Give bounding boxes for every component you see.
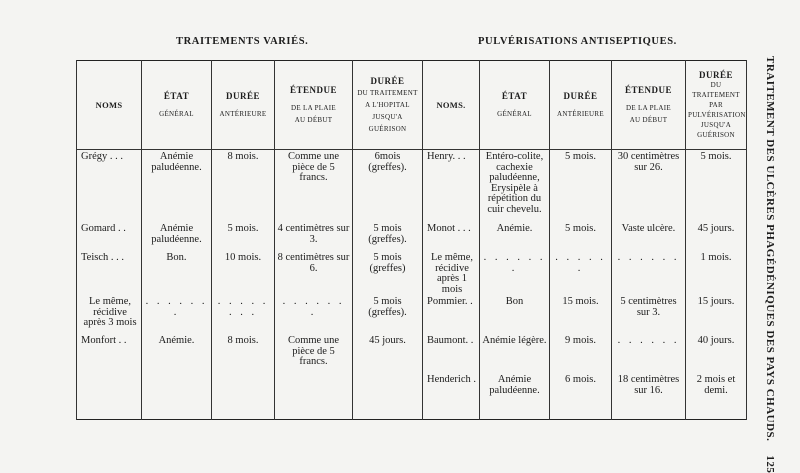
cell-etat-left — [142, 373, 212, 420]
cell-duree-anterieure-left: 5 mois. — [212, 222, 275, 251]
table-row — [77, 222, 747, 251]
cell-duree-traitement-left: 5 mois (greffes). — [353, 222, 423, 251]
header-duree-traitement-left: DURÉE DU TRAITEMENT A L'HOPITAL JUSQU'A GUÉRISON — [353, 61, 423, 150]
cell-nom-left: Gomard . . — [77, 222, 142, 251]
cell-nom-left: Le même, récidive après 3 mois — [77, 295, 142, 334]
cell-nom-right: Henry. . . — [423, 150, 480, 223]
cell-duree-anterieure-right: 15 mois. — [550, 295, 612, 334]
cell-nom-left: Monfort . . — [77, 334, 142, 373]
cell-duree-anterieure-right: 9 mois. — [550, 334, 612, 373]
cell-duree-traitement-right: 2 mois et demi. — [686, 373, 747, 420]
cell-etat-left: Bon. — [142, 251, 212, 295]
cell-nom-right: Baumont. . — [423, 334, 480, 373]
cell-duree-traitement-left: 45 jours. — [353, 334, 423, 373]
cell-duree-anterieure-left: 8 mois. — [212, 150, 275, 223]
cell-duree-anterieure-left: 8 mois. — [212, 334, 275, 373]
cell-duree-traitement-left — [353, 373, 423, 420]
header-noms-left: NOMS — [77, 61, 142, 150]
running-head-text: TRAITEMENT DES ULCÈRES PHAGÉDÉNIQUES DES PAYS CHAUDS. — [764, 56, 776, 442]
cell-etat-left: Anémie. — [142, 334, 212, 373]
cell-nom-right: Monot . . . — [423, 222, 480, 251]
cell-duree-anterieure-left: . . . . . . . . — [212, 295, 275, 334]
cell-etendue-left: Comme une pièce de 5 francs. — [275, 334, 353, 373]
cell-etat-right: Anémie légère. — [480, 334, 550, 373]
header-noms-right: NOMS. — [423, 61, 480, 150]
cell-etendue-right: 18 centimètres sur 16. — [612, 373, 686, 420]
section-title-pulverisations: PULVÉRISATIONS ANTISEPTIQUES. — [478, 36, 677, 47]
header-etat-right: ÉTAT GÉNÉRAL — [480, 61, 550, 150]
cell-etendue-right: . . . . . . — [612, 251, 686, 295]
running-head-vertical — [748, 56, 792, 473]
cell-nom-left: Teisch . . . — [77, 251, 142, 295]
header-etendue-right: ÉTENDUE DE LA PLAIE AU DÉBUT — [612, 61, 686, 150]
header-etendue-left: ÉTENDUE DE LA PLAIE AU DÉBUT — [275, 61, 353, 150]
cell-duree-anterieure-left — [212, 373, 275, 420]
cell-etendue-left: 8 centimètres sur 6. — [275, 251, 353, 295]
cell-duree-traitement-right: 1 mois. — [686, 251, 747, 295]
cell-nom-right: Le même, récidive après 1 mois — [423, 251, 480, 295]
header-duree-traitement-right: DURÉE DU TRAITEMENT PAR PULVÉRISATION JUSQU'A GUÉRISON — [686, 61, 747, 150]
cell-etendue-right: Vaste ulcère. — [612, 222, 686, 251]
cell-etat-left: . . . . . . . — [142, 295, 212, 334]
table-row — [77, 150, 747, 223]
treatment-table — [76, 60, 747, 420]
cell-etendue-right: . . . . . . — [612, 334, 686, 373]
cell-duree-anterieure-left: 10 mois. — [212, 251, 275, 295]
header-duree-anterieure-left: DURÉE ANTÉRIEURE — [212, 61, 275, 150]
cell-duree-traitement-right: 5 mois. — [686, 150, 747, 223]
table-row — [77, 295, 747, 334]
cell-duree-traitement-left: 6mois (greffes). — [353, 150, 423, 223]
cell-etat-right: Anémie paludéenne. — [480, 373, 550, 420]
cell-etat-right: Bon — [480, 295, 550, 334]
cell-duree-anterieure-right: 5 mois. — [550, 150, 612, 223]
cell-etendue-left — [275, 373, 353, 420]
cell-nom-right: Henderich . — [423, 373, 480, 420]
cell-nom-right: Pommier. . — [423, 295, 480, 334]
cell-etat-right: Anémie. — [480, 222, 550, 251]
section-title-traitements-varies: TRAITEMENTS VARIÉS. — [176, 36, 309, 47]
cell-duree-traitement-left: 5 mois (greffes) — [353, 251, 423, 295]
cell-etendue-left: 4 centimètres sur 3. — [275, 222, 353, 251]
cell-duree-anterieure-right: . . . . . . — [550, 251, 612, 295]
cell-etat-left: Anémie paludéenne. — [142, 222, 212, 251]
cell-etendue-left: Comme une pièce de 5 francs. — [275, 150, 353, 223]
cell-duree-traitement-right: 15 jours. — [686, 295, 747, 334]
cell-duree-traitement-right: 40 jours. — [686, 334, 747, 373]
header-etat-left: ÉTAT GÉNÉRAL — [142, 61, 212, 150]
cell-duree-anterieure-right: 5 mois. — [550, 222, 612, 251]
table-row — [77, 251, 747, 295]
cell-etendue-left: . . . . . . . — [275, 295, 353, 334]
table-row — [77, 334, 747, 373]
table-header-row — [77, 61, 747, 150]
cell-nom-left: Grégy . . . — [77, 150, 142, 223]
cell-etat-right: . . . . . . . — [480, 251, 550, 295]
cell-duree-traitement-left: 5 mois (greffes). — [353, 295, 423, 334]
cell-etendue-right: 30 centimètres sur 26. — [612, 150, 686, 223]
cell-duree-traitement-right: 45 jours. — [686, 222, 747, 251]
cell-etat-right: Entéro-colite, cachexie paludéenne, Erysipèle à répétition du cuir chevelu. — [480, 150, 550, 223]
table-row — [77, 373, 747, 420]
cell-nom-left — [77, 373, 142, 420]
page-number: 125 — [764, 455, 776, 473]
cell-duree-anterieure-right: 6 mois. — [550, 373, 612, 420]
cell-etendue-right: 5 centimètres sur 3. — [612, 295, 686, 334]
cell-etat-left: Anémie paludéenne. — [142, 150, 212, 223]
header-duree-anterieure-right: DURÉE ANTÉRIEURE — [550, 61, 612, 150]
